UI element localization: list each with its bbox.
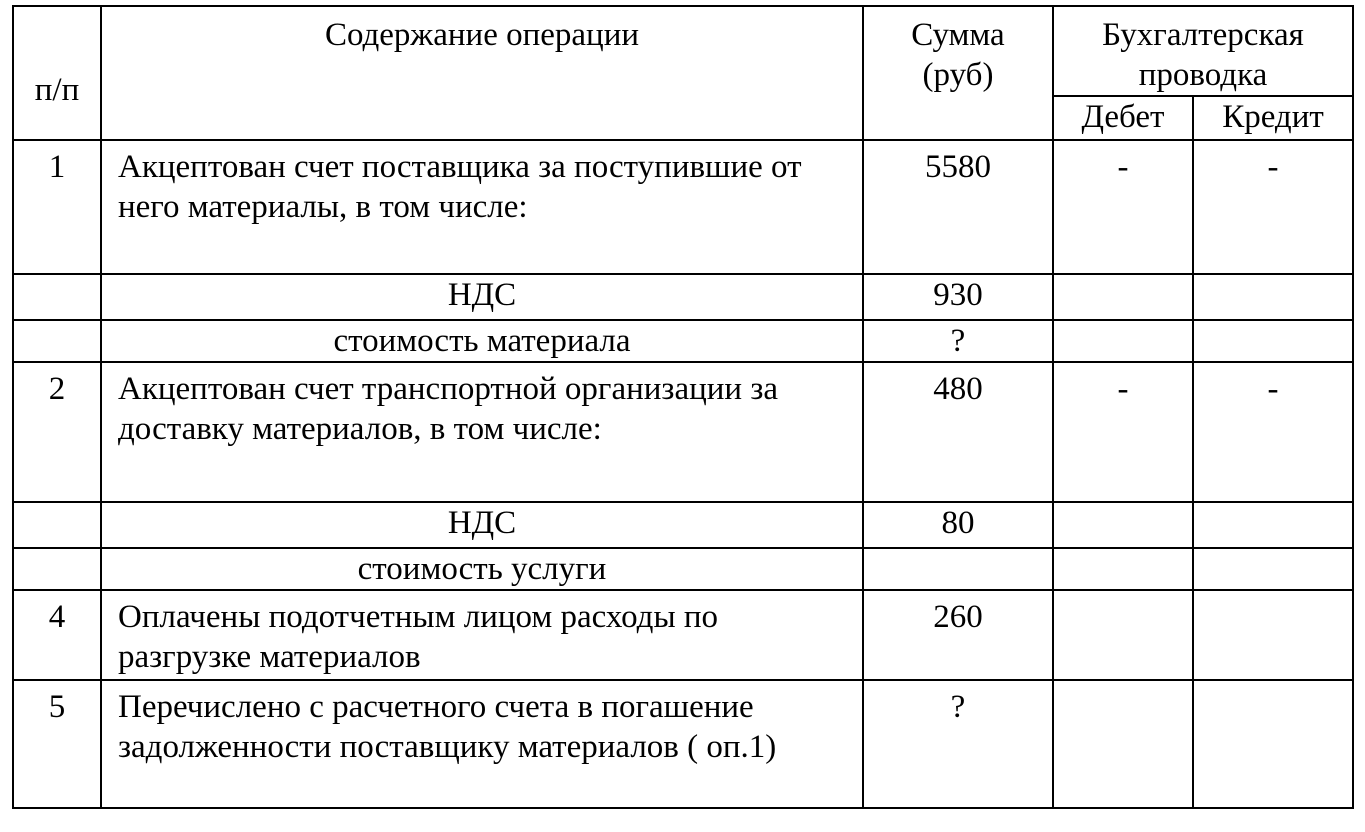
row-content: Акцептован счет поставщика за поступившие от него материалы, в том числе: [101,140,863,274]
row-content: Перечислено с расчетного счета в погашение задолженности поставщику материалов ( оп.1) [101,680,863,808]
row-debit [1053,590,1193,680]
header-num-cell [13,6,101,140]
row-sum: 930 [863,274,1053,320]
header-content-cell [101,6,863,140]
row-content: Акцептован счет транспортной организации за доставку материалов, в том числе: [101,362,863,502]
row-content: Оплачены подотчетным лицом расходы по разгрузке материалов [101,590,863,680]
row-content: стоимость материала [101,320,863,362]
row-credit [1193,590,1353,680]
row-debit [1053,548,1193,590]
row-debit [1053,502,1193,548]
row-sum: 80 [863,502,1053,548]
row-num: 2 [13,362,101,502]
table-row [13,502,1353,548]
header-num-label: п/п [34,72,80,108]
header-entry-cell [1053,6,1353,96]
row-sum: 260 [863,590,1053,680]
row-num [13,320,101,362]
row-num [13,274,101,320]
row-credit: - [1193,362,1353,502]
row-num [13,548,101,590]
row-debit: - [1053,362,1193,502]
row-debit: - [1053,140,1193,274]
row-sum: 5580 [863,140,1053,274]
row-debit [1053,274,1193,320]
row-credit [1193,320,1353,362]
header-content-label: Содержание операции [324,17,640,53]
header-entry-label-line1: Бухгалтерская [1102,17,1304,53]
header-sum-label-line1: Сумма [911,17,1005,53]
row-content: НДС [101,502,863,548]
header-entry-label-line2: проводка [1138,57,1268,93]
row-sum [863,548,1053,590]
row-content: НДС [101,274,863,320]
row-num: 4 [13,590,101,680]
table-row [13,320,1353,362]
row-num: 5 [13,680,101,808]
table-row [13,590,1353,680]
row-num [13,502,101,548]
row-credit [1193,502,1353,548]
table-row [13,140,1353,274]
header-debit-label: Дебет [1081,99,1165,135]
header-credit-cell [1193,96,1353,140]
header-sum-cell [863,6,1053,140]
row-sum: ? [863,680,1053,808]
row-credit [1193,680,1353,808]
table-row [13,362,1353,502]
row-debit [1053,320,1193,362]
row-sum: ? [863,320,1053,362]
row-credit [1193,548,1353,590]
row-num: 1 [13,140,101,274]
row-sum: 480 [863,362,1053,502]
row-credit [1193,274,1353,320]
operations-table [12,5,1354,809]
row-debit [1053,680,1193,808]
row-content: стоимость услуги [101,548,863,590]
header-debit-cell [1053,96,1193,140]
header-sum-label-line2: (руб) [922,57,994,93]
row-credit: - [1193,140,1353,274]
header-row [13,6,1353,96]
table-row [13,548,1353,590]
table-row [13,680,1353,808]
table-row [13,274,1353,320]
header-credit-label: Кредит [1222,99,1324,135]
